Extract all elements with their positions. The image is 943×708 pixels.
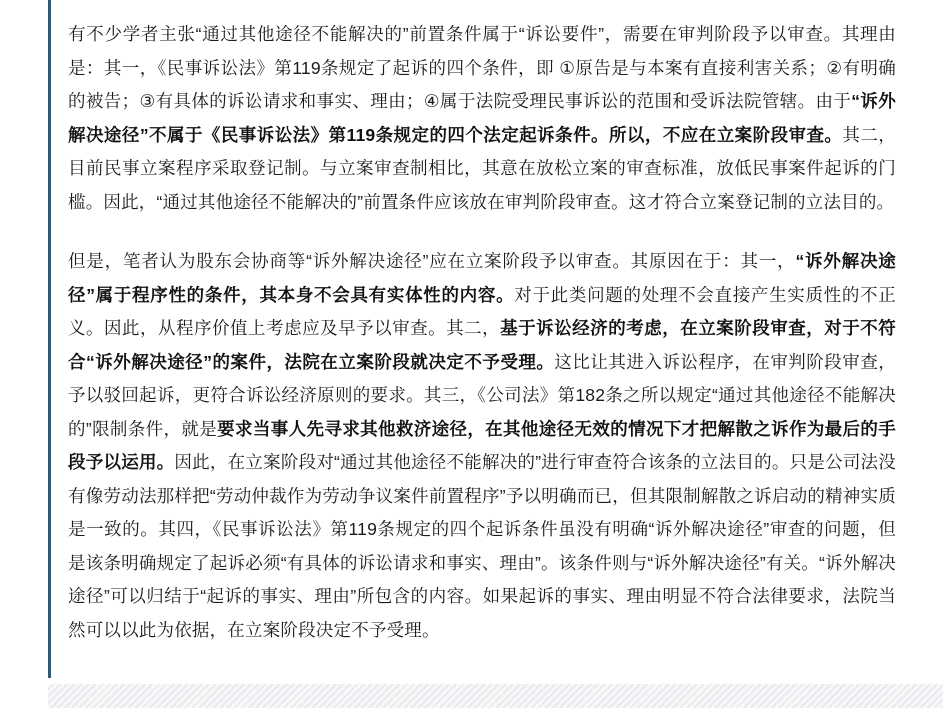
emphasis-run: “诉外解决途径”属于程序性的条件，其本身不会具有实体性的内容。 [68,251,896,305]
text-run: 对于此类问题的处理不会直接产生实质性的不正义。因此，从程序价值上考虑应及早予以审查。其二， [68,284,897,338]
text-run: 有不少学者主张“通过其他途径不能解决的”前置条件属于“诉讼要件”，需要在审判阶段予以审查。其理由是：其一，《民事诉讼法》第119条规定了起诉的四个条件，即 ①原告是与本案有直接利害关系；②有明确的被告；③有具体的诉讼请求和事实、理由；④属于法院受理民事诉讼的范围和受诉法院管辖。由于 [68,24,896,111]
paragraph-2 [68,245,896,647]
emphasis-run: 要求当事人先寻求其他救济途径，在其他途径无效的情况下才把解散之诉作为最后的手段予以运用。 [68,418,896,472]
emphasis-run: 基于诉讼经济的考虑，在立案阶段审查，对于不符合“诉外解决途径”的案件，法院在立案阶段就决定不予受理。 [68,318,896,372]
bottom-texture-strip [48,684,943,708]
text-run: 这比让其进入诉讼程序，在审判阶段审查，予以驳回起诉，更符合诉讼经济原则的要求。其三，《公司法》第182条之所以规定“通过其他途径不能解决的”限制条件，就是 [68,351,896,439]
text-run: 因此，在立案阶段对“通过其他途径不能解决的”进行审查符合该条的立法目的。只是公司法没有像劳动法那样把“劳动仲裁作为劳动争议案件前置程序”予以明确而已，但其限制解散之诉启动的精神实质是一致的。其四，《民事诉讼法》第119条规定的四个起诉条件虽没有明确“诉外解决途径”审查的问题，但是该条明确规定了起诉必须“有具体的诉讼请求和事实、理由”。该条件则与“诉外解决途径”有关。“诉外解决途径”可以归结于“起诉的事实、理由”所包含的内容。如果起诉的事实、理由明显不符合法律要求，法院当然可以以此为依据，在立案阶段决定不予受理。 [68,452,896,640]
text-run: 其二，目前民事立案程序采取登记制。与立案审查制相比，其意在放松立案的审查标准，放低民事案件起诉的门槛。因此，“通过其他途径不能解决的”前置条件应该放在审判阶段审查。这才符合立案登记制的立法目的。 [68,124,896,212]
emphasis-run: “诉外解决途径”不属于《民事诉讼法》第119条规定的四个法定起诉条件。所以，不应在立案阶段审查。 [68,91,896,145]
article-body [68,18,896,678]
text-run: 但是，笔者认为股东会协商等“诉外解决途径”应在立案阶段予以审查。其原因在于：其一， [68,251,796,271]
paragraph-1 [68,18,896,219]
left-accent-rule [48,0,51,678]
